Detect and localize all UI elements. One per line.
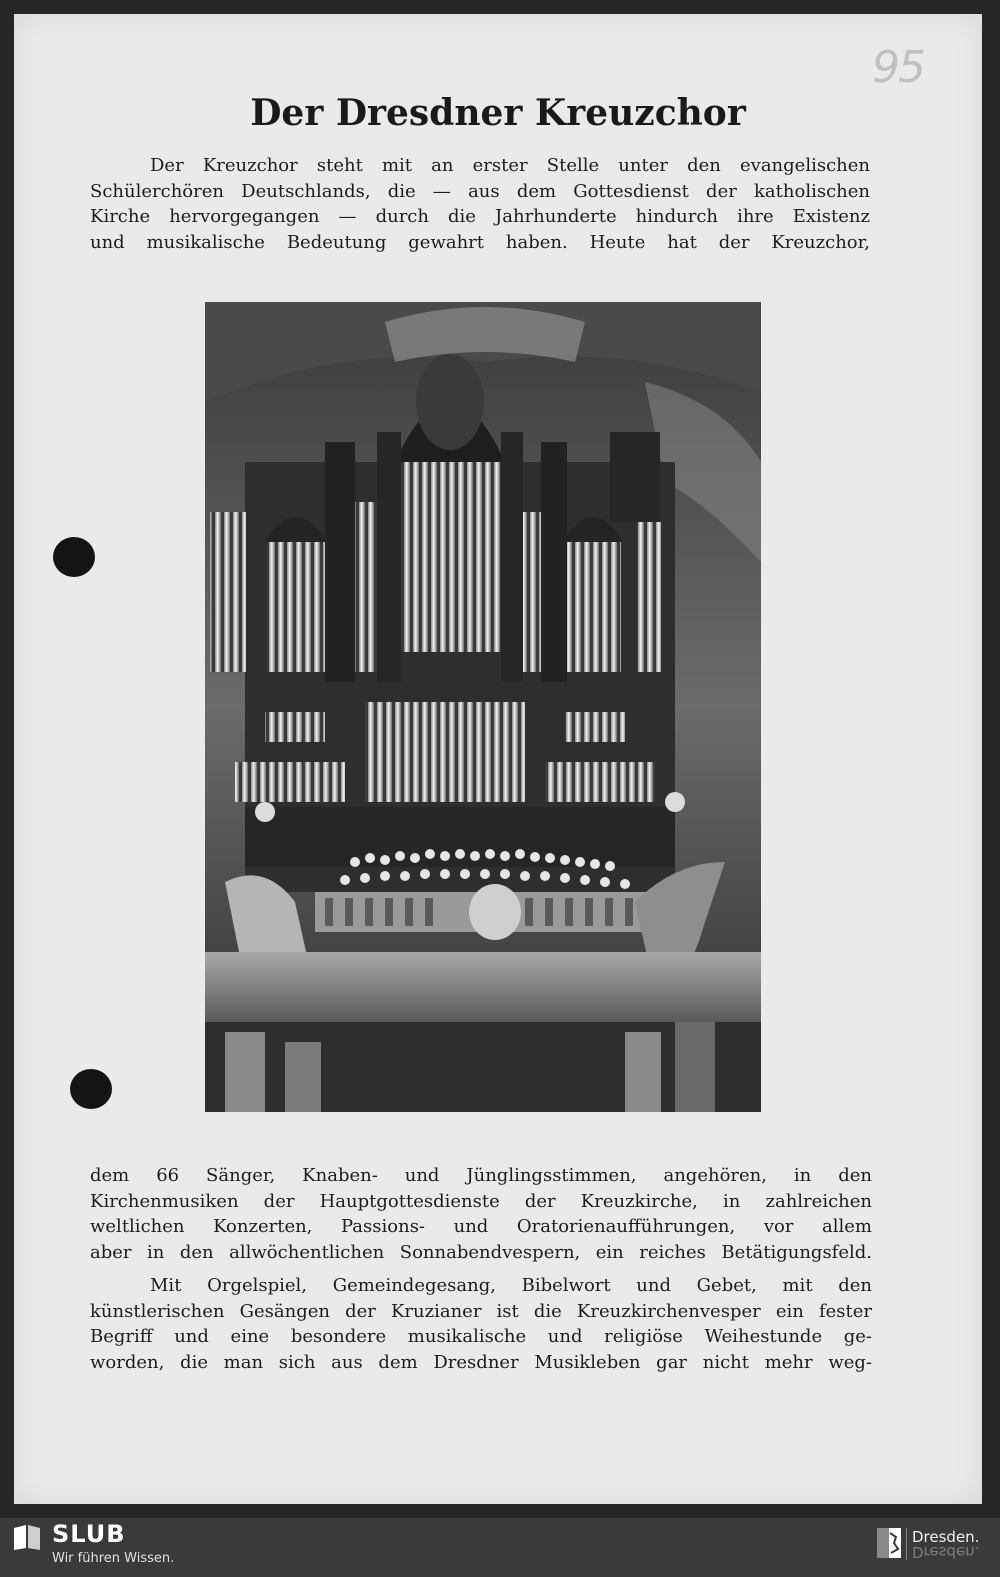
footer-bar — [0, 1518, 1000, 1577]
slub-book-icon — [12, 1524, 42, 1550]
text-line: Schülerchören Deutschlands, die — aus dem Gottesdienst der katholischen — [90, 180, 870, 202]
paragraph-activities — [90, 1163, 872, 1265]
text-line: künstlerischen Gesängen der Kruzianer ist die Kreuzkirchenvesper ein fester — [90, 1300, 872, 1322]
text-line: und musikalische Bedeutung gewahrt haben. Heute hat der Kreuzchor, — [90, 231, 870, 253]
dresden-wordmark-reflection: Dresden. — [912, 1543, 980, 1561]
text-line: Mit Orgelspiel, Gemeindegesang, Bibelwort und Gebet, mit den — [150, 1275, 872, 1296]
slub-brand-name: SLUB — [52, 1520, 126, 1548]
text-line: aber in den allwöchentlichen Sonnabendvespern, ein reiches Betätigungsfeld. — [90, 1241, 872, 1263]
text-line: dem 66 Sänger, Knaben- und Jünglingsstimmen, angehören, in den — [90, 1165, 872, 1186]
handwritten-page-number: 95 — [872, 42, 924, 93]
document-page — [14, 14, 982, 1504]
paragraph-intro — [90, 153, 870, 255]
text-line: weltlichen Konzerten, Passions- und Oratorienaufführungen, vor allem — [90, 1216, 872, 1237]
text-line: Kirche hervorgegangen — durch die Jahrhunderte hindurch ihre Existenz — [90, 206, 870, 227]
punch-hole — [70, 1069, 112, 1109]
dresden-wordmark: Dresden. — [912, 1528, 980, 1546]
text-line: Der Kreuzchor steht mit an erster Stelle unter den evangelischen — [150, 155, 870, 176]
dresden-coat-of-arms-icon — [876, 1527, 902, 1559]
footer-divider — [906, 1528, 907, 1560]
text-line: Begriff und eine besondere musikalische und religiöse Weihestunde ge- — [90, 1326, 872, 1347]
slub-tagline: Wir führen Wissen. — [52, 1551, 175, 1566]
page-title: Der Dresdner Kreuzchor — [250, 92, 746, 134]
organ-photograph — [205, 302, 761, 1112]
text-line: worden, die man sich aus dem Dresdner Musikleben gar nicht mehr weg- — [90, 1351, 872, 1373]
organ-illustration — [205, 302, 761, 1112]
text-line: Kirchenmusiken der Hauptgottesdienste der Kreuzkirche, in zahlreichen — [90, 1190, 872, 1212]
punch-hole — [53, 537, 95, 577]
paragraph-vesper — [90, 1273, 872, 1375]
